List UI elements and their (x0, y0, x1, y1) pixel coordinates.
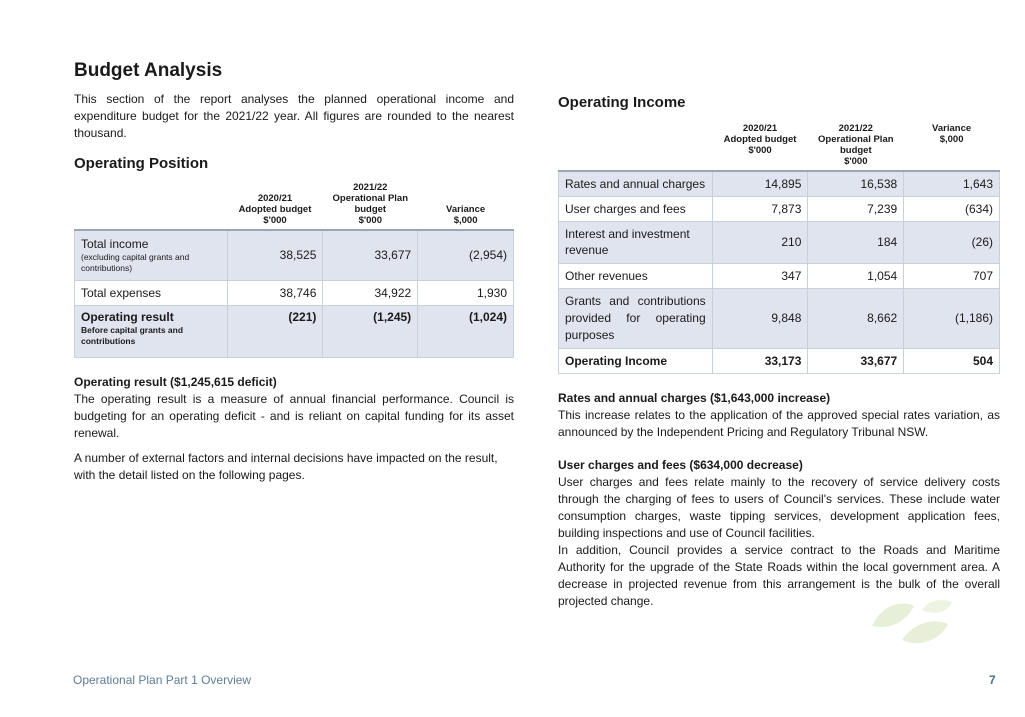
footer-document-title: Operational Plan Part 1 Overview (73, 673, 252, 687)
operating-income-heading: Operating Income (558, 94, 686, 111)
row-label: Total income (excluding capital grants and contributions) (75, 230, 228, 280)
cell-value: 38,525 (227, 230, 323, 280)
note-paragraph: A number of external factors and internal decisions have impacted on the result, with the detail listed on the following pages. (74, 450, 498, 482)
note-paragraph: In addition, Council provides a service contract to the Roads and Maritime Authority for the upgrade of the State Roads within the local government area. A decrease in projected revenue from this arrangement is the bulk of the overall projected change. (558, 542, 1000, 608)
table-row (559, 196, 1000, 221)
cell-value: 1,930 (418, 280, 514, 305)
intro-paragraph: This section of the report analyses the planned operational income and expenditure budget for the 2021/22 year. All figures are rounded to the nearest thousand. (74, 92, 514, 140)
cell-value: 7,239 (808, 196, 904, 221)
note-title: Rates and annual charges ($1,643,000 increase) (558, 390, 831, 405)
cell-value: (1,245) (323, 305, 418, 357)
column-header-2020-21: 2020/21 Adopted budget $'000 (227, 182, 323, 230)
rates-note (558, 390, 1000, 441)
cell-value: 33,677 (808, 348, 904, 373)
note-paragraph: The operating result is a measure of annual financial performance. Council is budgeting for an operating deficit - and is reliant on capital funding for its asset renewal. (74, 391, 514, 440)
page-title: Budget Analysis (74, 60, 223, 81)
cell-value: (1,186) (904, 288, 1000, 348)
row-label: Other revenues (559, 263, 713, 288)
cell-value: 33,173 (712, 348, 808, 373)
cell-value: 7,873 (712, 196, 808, 221)
cell-value: (221) (227, 305, 323, 357)
column-header-2020-21: 2020/21 Adopted budget $'000 (712, 123, 808, 171)
row-label: Operating Income (559, 348, 713, 373)
operating-position-heading: Operating Position (74, 155, 209, 172)
note-title: User charges and fees ($634,000 decrease) (558, 457, 803, 472)
row-label: User charges and fees (559, 196, 713, 221)
cell-value: (1,024) (418, 305, 514, 357)
row-label: Total expenses (75, 280, 228, 305)
cell-value: (26) (904, 221, 1000, 263)
column-header-2021-22: 2021/22 Operational Plan budget $'000 (323, 182, 418, 230)
operating-result-note (74, 374, 514, 484)
table-row (559, 221, 1000, 263)
cell-value: 1,643 (904, 171, 1000, 196)
table-header-spacer (75, 182, 228, 230)
table-header-spacer (559, 123, 713, 171)
cell-value: 184 (808, 221, 904, 263)
cell-value: 504 (904, 348, 1000, 373)
user-charges-note (558, 457, 1000, 610)
table-row (559, 171, 1000, 196)
cell-value: 1,054 (808, 263, 904, 288)
cell-value: (2,954) (418, 230, 514, 280)
right-column (558, 94, 1000, 610)
table-row (75, 280, 514, 305)
table-header-row (559, 123, 1000, 171)
cell-value: 8,662 (808, 288, 904, 348)
table-row (559, 288, 1000, 348)
operating-income-table (558, 123, 1000, 374)
page-number: 7 (989, 673, 996, 687)
cell-value: 347 (712, 263, 808, 288)
operating-position-table (74, 182, 514, 358)
cell-value: 707 (904, 263, 1000, 288)
row-label: Grants and contributions provided for operating purposes (559, 288, 713, 348)
table-row (75, 305, 514, 357)
row-label: Rates and annual charges (559, 171, 713, 196)
cell-value: 210 (712, 221, 808, 263)
leaf-watermark-icon (862, 596, 958, 656)
cell-value: 9,848 (712, 288, 808, 348)
table-row (559, 263, 1000, 288)
table-row (559, 348, 1000, 373)
left-column (74, 60, 514, 484)
cell-value: 34,922 (323, 280, 418, 305)
note-paragraph: This increase relates to the application of the approved special rates variation, as announced by the Independent Pricing and Regulatory Tribunal NSW. (558, 407, 1000, 439)
row-label: Operating result Before capital grants and contributions (75, 305, 228, 357)
note-title: Operating result ($1,245,615 deficit) (74, 374, 277, 389)
column-header-variance: Variance $,000 (904, 123, 1000, 171)
column-header-2021-22: 2021/22 Operational Plan budget $'000 (808, 123, 904, 171)
cell-value: 16,538 (808, 171, 904, 196)
table-row (75, 230, 514, 280)
cell-value: (634) (904, 196, 1000, 221)
cell-value: 14,895 (712, 171, 808, 196)
table-header-row (75, 182, 514, 230)
cell-value: 33,677 (323, 230, 418, 280)
column-header-variance: Variance $,000 (418, 182, 514, 230)
row-label: Interest and investment revenue (559, 221, 713, 263)
note-paragraph: User charges and fees relate mainly to the recovery of service delivery costs through the charging of fees to users of Council's services. These include water consumption charges, waste tipping services, development application fees, building inspections and use of Council facilities. (558, 474, 1000, 540)
cell-value: 38,746 (227, 280, 323, 305)
